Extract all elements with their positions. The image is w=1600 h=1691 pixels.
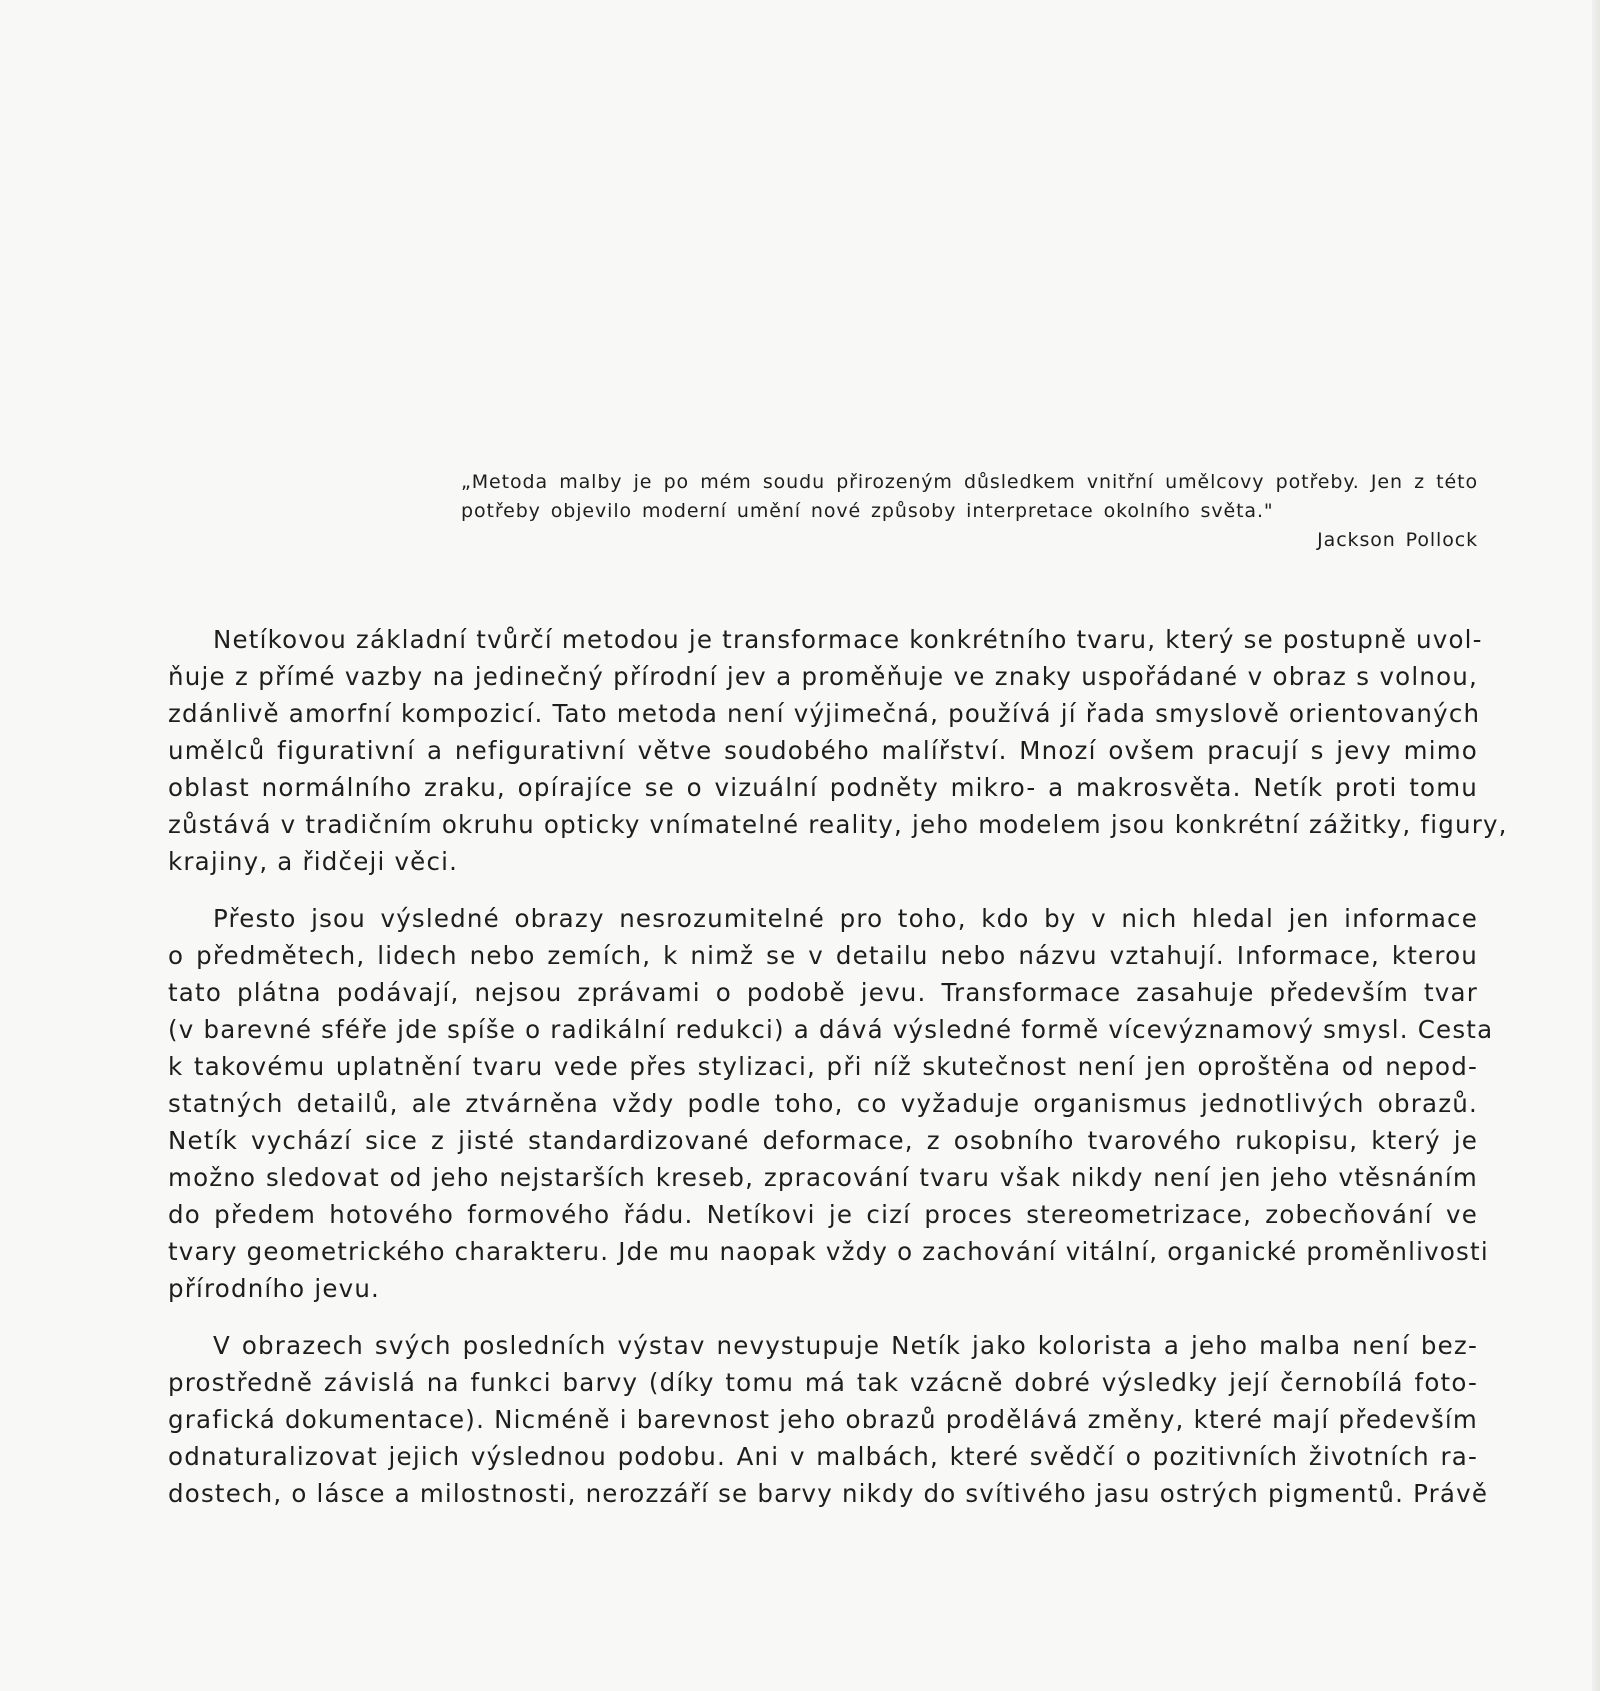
paragraph-line: zůstává v tradičním okruhu opticky vnímatelné reality, jeho modelem jsou konkrétní zážitky, figury, xyxy=(168,810,1508,839)
paragraph-line: přírodního jevu. xyxy=(168,1274,381,1303)
epigraph-quote xyxy=(461,468,1478,555)
paragraph-line: odnaturalizovat jejich výslednou podobu. Ani v malbách, které svědčí o pozitivních životních ra- xyxy=(168,1442,1478,1471)
paragraph-line: ňuje z přímé vazby na jedinečný přírodní jev a proměňuje ve znaky uspořádané v obraz s volnou, xyxy=(168,662,1478,691)
paragraph-line: krajiny, a řidčeji věci. xyxy=(168,847,459,876)
paragraph-line: Netíkovou základní tvůrčí metodou je transformace konkrétního tvaru, který se postupně uvol- xyxy=(213,625,1483,654)
paragraph-line: tvary geometrického charakteru. Jde mu naopak vždy o zachování vitální, organické proměnlivosti xyxy=(168,1237,1489,1266)
paragraph-line: o předmětech, lidech nebo zemích, k nimž se v detailu nebo názvu vztahují. Informace, kterou xyxy=(168,941,1478,970)
paragraph-line: umělců figurativní a nefigurativní větve soudobého malířství. Mnozí ovšem pracují s jevy mimo xyxy=(168,736,1478,765)
paragraph-line: (v barevné sféře jde spíše o radikální redukci) a dává výsledné formě vícevýznamový smysl. Cesta xyxy=(168,1015,1494,1044)
paragraph-line: tato plátna podávají, nejsou zprávami o podobě jevu. Transformace zasahuje především tvar xyxy=(168,978,1478,1007)
body-text xyxy=(168,621,1508,1532)
paragraph-line: Netík vychází sice z jisté standardizované deformace, z osobního tvarového rukopisu, který je xyxy=(168,1126,1478,1155)
paragraph-line: možno sledovat od jeho nejstarších kreseb, zpracování tvaru však nikdy není jen jeho vtěsnáním xyxy=(168,1163,1478,1192)
paragraph-3 xyxy=(168,1327,1489,1512)
paragraph-line: Přesto jsou výsledné obrazy nesrozumitelné pro toho, kdo by v nich hledal jen informace xyxy=(213,904,1478,933)
paragraph-line: V obrazech svých posledních výstav nevystupuje Netík jako kolorista a jeho malba není bez- xyxy=(213,1331,1478,1360)
paragraph-line: grafická dokumentace). Nicméně i barevnost jeho obrazů prodělává změny, které mají především xyxy=(168,1405,1478,1434)
paragraph-line: do předem hotového formového řádu. Netíkovi je cizí proces stereometrizace, zobecňování ve xyxy=(168,1200,1478,1229)
page-edge-shadow xyxy=(1592,0,1600,1691)
paragraph-line: prostředně závislá na funkci barvy (díky tomu má tak vzácně dobré výsledky její černobílá foto- xyxy=(168,1368,1478,1397)
paragraph-1 xyxy=(168,621,1508,880)
paragraph-line: dostech, o lásce a milostnosti, nerozzáří se barvy nikdy do svítivého jasu ostrých pigmentů. Právě xyxy=(168,1479,1489,1508)
paragraph-line: statných detailů, ale ztvárněna vždy podle toho, co vyžaduje organismus jednotlivých obrazů. xyxy=(168,1089,1478,1118)
epigraph-line-1: „Metoda malby je po mém soudu přirozeným důsledkem vnitřní umělcovy potřeby. Jen z této xyxy=(461,471,1478,493)
paragraph-2 xyxy=(168,900,1494,1307)
paragraph-line: oblast normálního zraku, opírajíce se o vizuální podněty mikro- a makrosvěta. Netík proti tomu xyxy=(168,773,1478,802)
paragraph-line: k takovému uplatnění tvaru vede přes stylizaci, při níž skutečnost není jen oproštěna od nepod- xyxy=(168,1052,1478,1081)
epigraph-line-2: potřeby objevilo moderní umění nové způsoby interpretace okolního světa." xyxy=(461,500,1274,522)
paragraph-line: zdánlivě amorfní kompozicí. Tato metoda není výjimečná, používá jí řada smyslově orientovaných xyxy=(168,699,1481,728)
epigraph-author: Jackson Pollock xyxy=(1317,529,1478,551)
